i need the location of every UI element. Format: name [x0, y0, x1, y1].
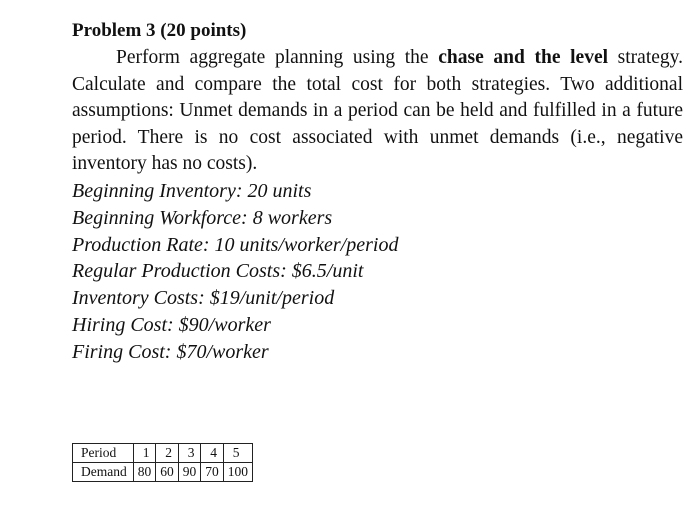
- period-cell: 2: [156, 444, 179, 463]
- parameter-list: [72, 178, 398, 366]
- param-beginning-inventory: Beginning Inventory: 20 units: [72, 180, 312, 202]
- period-cell: 3: [178, 444, 201, 463]
- intro-bold-text: chase and the level: [438, 47, 609, 68]
- param-firing-cost: Firing Cost: $70/worker: [72, 340, 269, 363]
- period-cell: 1: [133, 444, 156, 463]
- param-inventory-cost: Inventory Costs: $19/unit/period: [72, 287, 335, 310]
- param-beginning-workforce: Beginning Workforce: 8 workers: [72, 206, 333, 229]
- problem-title: Problem 3 (20 points): [72, 20, 247, 41]
- period-cell: 5: [223, 444, 252, 463]
- param-production-rate: Production Rate: 10 units/worker/period: [72, 233, 399, 256]
- period-row: [73, 444, 253, 463]
- demand-header: Demand: [73, 463, 134, 482]
- param-hiring-cost: Hiring Cost: $90/worker: [72, 313, 271, 336]
- demand-cell: 90: [178, 463, 201, 482]
- demand-cell: 80: [133, 463, 156, 482]
- period-header: Period: [73, 444, 134, 463]
- param-regular-production-cost: Regular Production Costs: $6.5/unit: [72, 260, 364, 283]
- demand-cell: 60: [156, 463, 179, 482]
- demand-row: [73, 463, 253, 482]
- intro-text-end: strategy. Calculate and compare the total cost for both strategies. Two additional assumptions: Unmet demands in a period can be held and fulfilled in a future period. There is no cost associated with unmet demands (i.e., negative inventory has no costs).: [72, 47, 683, 174]
- intro-text-start: Perform aggregate planning using the: [116, 47, 439, 68]
- period-cell: 4: [201, 444, 224, 463]
- demand-table-container: [72, 443, 253, 482]
- demand-cell: 100: [223, 463, 252, 482]
- demand-cell: 70: [201, 463, 224, 482]
- problem-description: [72, 45, 683, 178]
- demand-table: [72, 443, 253, 482]
